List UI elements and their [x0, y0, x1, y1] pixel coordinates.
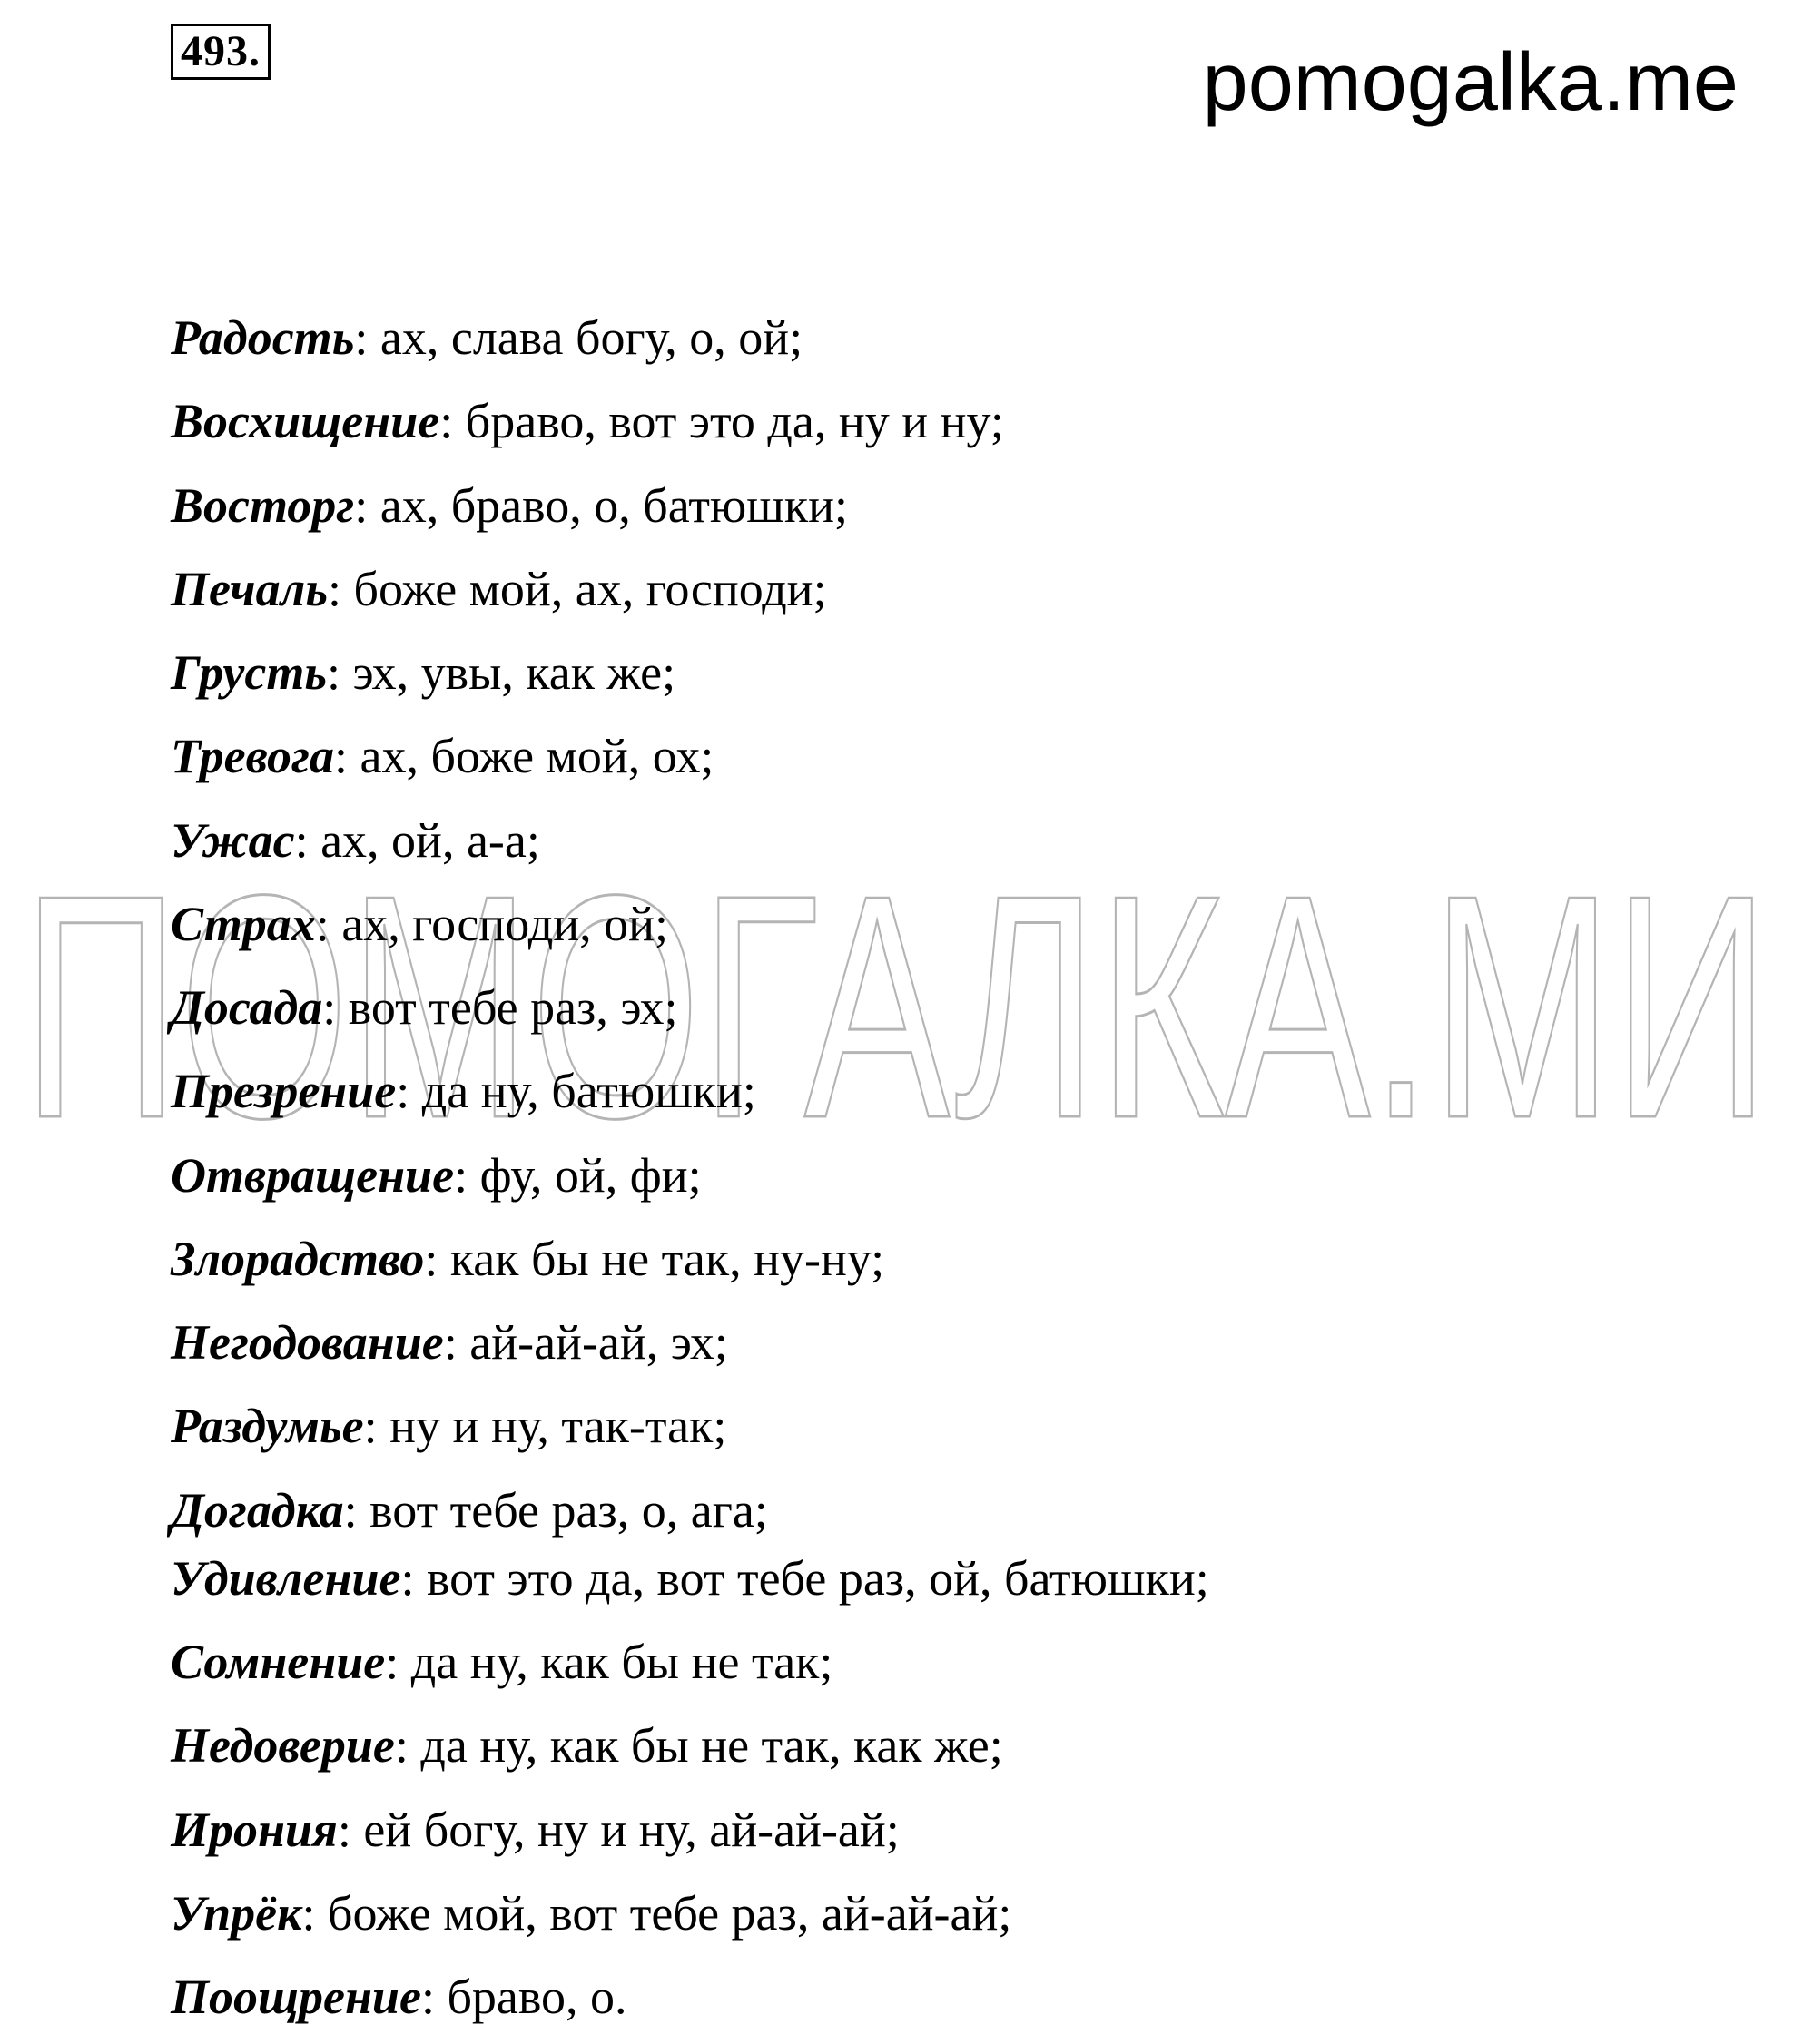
entry-text: ай-ай-ай, эх; — [469, 1315, 728, 1370]
entry-separator: : — [322, 980, 349, 1035]
entry-text: эх, увы, как же; — [352, 645, 676, 700]
entry-text: вот тебе раз, эх; — [348, 980, 678, 1035]
entry-text: ах, слава богу, о, ой; — [379, 310, 803, 365]
entry-text: ну и ну, так-так; — [389, 1399, 727, 1453]
entry-text: да ну, как бы не так; — [410, 1635, 833, 1689]
entry-term: Догадка — [171, 1483, 344, 1538]
entry-term: Упрёк — [171, 1886, 302, 1941]
entry-text: ах, господи, ой; — [341, 897, 669, 951]
entry-separator: : — [354, 478, 380, 533]
entry-text: фу, ой, фи; — [479, 1148, 702, 1203]
entry-term: Негодование — [171, 1315, 444, 1370]
entry-text: да ну, как бы не так, как же; — [420, 1718, 1003, 1773]
entry-text: боже мой, ах, господи; — [353, 562, 827, 616]
entry-term: Тревога — [171, 729, 334, 783]
entry-vostorg — [171, 477, 848, 535]
entry-text: браво, вот это да, ну и ну; — [465, 394, 1004, 448]
entry-pooshchrenie — [171, 1968, 627, 2026]
entry-negodovanie — [171, 1313, 728, 1371]
entry-trevoga — [171, 727, 714, 785]
entry-term: Восхищение — [171, 394, 440, 448]
entry-text: вот это да, вот тебе раз, ой, батюшки; — [426, 1551, 1209, 1606]
entry-zloradstvo — [171, 1230, 884, 1288]
entry-separator: : — [327, 645, 353, 700]
entry-term: Поощрение — [171, 1970, 421, 2024]
entry-separator: : — [400, 1551, 427, 1606]
entry-separator: : — [328, 562, 354, 616]
entry-term: Удивление — [171, 1551, 401, 1606]
entry-term: Радость — [171, 310, 355, 365]
entry-separator: : — [363, 1399, 390, 1453]
entry-term: Страх — [171, 897, 316, 951]
entry-separator: : — [337, 1803, 364, 1857]
entry-text: как бы не так, ну-ну; — [449, 1232, 885, 1286]
entry-strah — [171, 895, 668, 953]
entry-separator: : — [294, 813, 321, 868]
entry-text: боже мой, вот тебе раз, ай-ай-ай; — [327, 1886, 1012, 1941]
entry-term: Ужас — [171, 813, 295, 868]
entry-separator: : — [333, 729, 360, 783]
entry-udivlenie — [171, 1549, 1209, 1607]
entry-separator: : — [394, 1718, 421, 1773]
entry-term: Презрение — [171, 1064, 397, 1118]
entry-grust — [171, 644, 675, 702]
entry-pechal — [171, 560, 827, 618]
entry-separator: : — [424, 1232, 450, 1286]
entry-separator: : — [420, 1970, 448, 2024]
entry-term: Сомнение — [171, 1635, 386, 1689]
entry-separator: : — [354, 310, 380, 365]
entry-text: браво, о. — [447, 1970, 627, 2024]
entry-nedoverie — [171, 1716, 1003, 1774]
entry-separator: : — [385, 1635, 411, 1689]
entry-term: Восторг — [171, 478, 355, 533]
entry-otvrashchenie — [171, 1146, 702, 1204]
entry-text: вот тебе раз, о, ага; — [369, 1483, 768, 1538]
entry-ironiya — [171, 1801, 900, 1859]
site-logo: pomogalka.me — [1202, 37, 1739, 128]
entry-voshishchenie — [171, 392, 1004, 450]
entry-text: ей богу, ну и ну, ай-ай-ай; — [363, 1803, 900, 1857]
entry-somnenie — [171, 1633, 832, 1691]
entry-separator: : — [439, 394, 466, 448]
entry-separator: : — [454, 1148, 480, 1203]
entry-razdume — [171, 1397, 726, 1455]
task-number: 493. — [171, 24, 271, 80]
entry-term: Печаль — [171, 562, 328, 616]
entry-separator: : — [301, 1886, 328, 1941]
watermark-text: ПОМОГАЛКА.МИ — [22, 871, 1770, 1135]
entry-text: ах, ой, а-а; — [320, 813, 540, 868]
entry-prezrenie — [171, 1062, 756, 1120]
entry-term: Раздумье — [171, 1399, 364, 1453]
entry-uzhas — [171, 811, 540, 870]
entry-term: Грусть — [171, 645, 328, 700]
entry-separator: : — [315, 897, 342, 951]
entry-text: да ну, батюшки; — [421, 1064, 756, 1118]
entry-text: ах, боже мой, ох; — [360, 729, 714, 783]
entry-term: Злорадство — [171, 1232, 425, 1286]
entry-separator: : — [443, 1315, 470, 1370]
entry-term: Недоверие — [171, 1718, 395, 1773]
entry-term: Ирония — [171, 1803, 338, 1857]
entry-term: Отвращение — [171, 1148, 455, 1203]
entry-term: Досада — [171, 980, 323, 1035]
entry-separator: : — [396, 1064, 422, 1118]
entry-dosada — [171, 978, 677, 1037]
entry-uprek — [171, 1884, 1011, 1942]
entry-separator: : — [343, 1483, 370, 1538]
entry-radost — [171, 309, 803, 367]
entry-text: ах, браво, о, батюшки; — [379, 478, 848, 533]
entry-dogadka — [171, 1481, 768, 1539]
